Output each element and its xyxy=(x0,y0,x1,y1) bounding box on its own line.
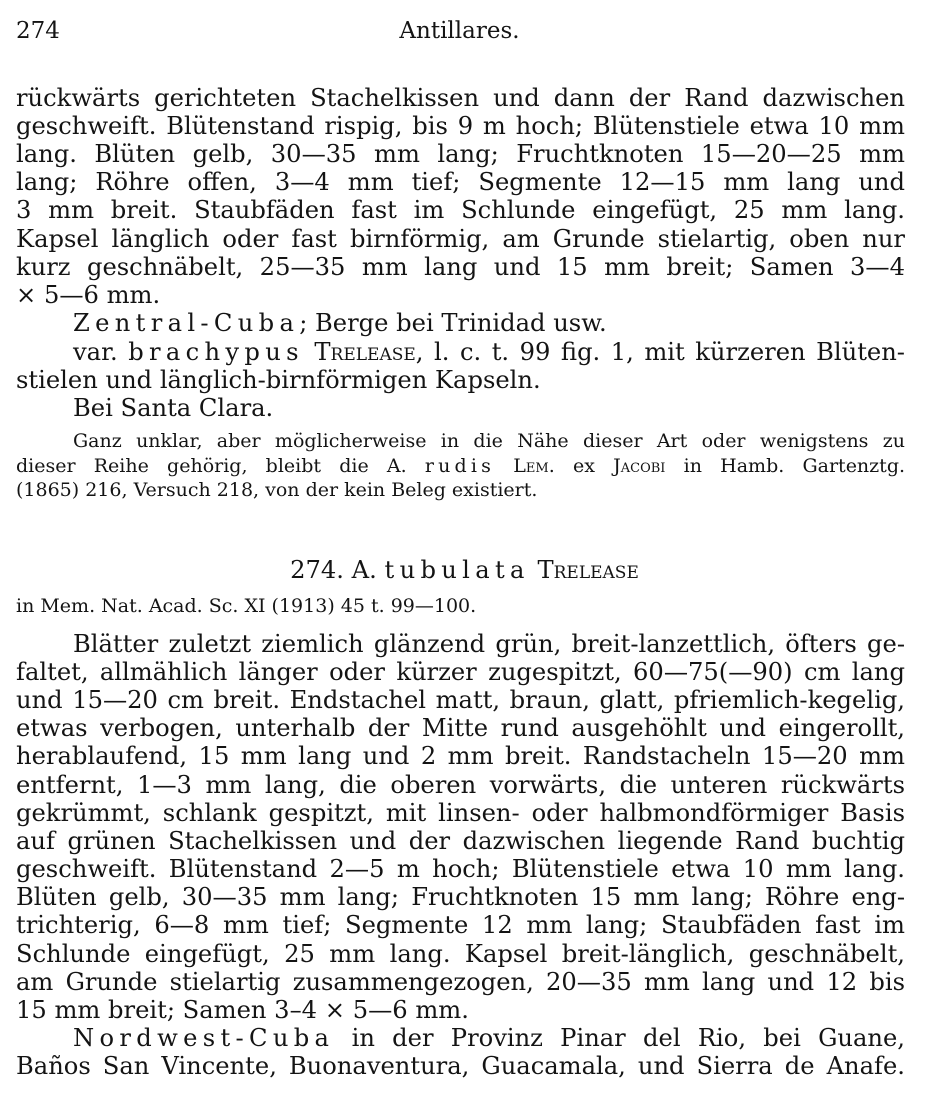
note-text: dieser Reihe gehörig, bleibt die A. xyxy=(16,455,407,477)
text-line: lang; Röhre offen, 3—4 mm tief; Segmente 12—15 mm lang und xyxy=(16,168,905,196)
text-line: faltet, allmählich länger oder kürzer zugespitzt, 60—75(—90) cm lang xyxy=(16,658,905,686)
text-line: entfernt, 1—3 mm lang, die oberen vorwärts, die unteren rückwärts xyxy=(16,771,905,799)
variety-line xyxy=(73,338,905,366)
running-title: Antillares. xyxy=(399,18,520,44)
text-line: rückwärts gerichteten Stachelkissen und dann der Rand dazwischen xyxy=(16,84,905,112)
text-line: Kapsel länglich oder fast birnförmig, am Grunde stielartig, oben nur xyxy=(16,225,905,253)
text-line: etwas verbogen, unterhalb der Mitte rund ausgehöhlt und eingerollt, xyxy=(16,714,905,742)
text-line: geschweift. Blütenstand 2—5 m hoch; Blütenstiele etwa 10 mm lang. xyxy=(16,855,905,883)
note-taxon: rudis xyxy=(424,455,496,477)
text-line: gekrümmt, schlank gespitzt, mit linsen- oder halbmondförmiger Basis xyxy=(16,799,905,827)
locality-text: in der Provinz Pinar del Rio, bei Guane, xyxy=(351,1024,905,1052)
note-text: ex xyxy=(572,455,595,477)
text-line: Schlunde eingefügt, 25 mm lang. Kapsel breit-länglich, geschnäbelt, xyxy=(16,940,905,968)
variety-text: , l. c. t. 99 fig. 1, mit kürzeren Blüten- xyxy=(415,338,905,366)
note-text: in Hamb. Gartenztg. xyxy=(683,455,906,477)
text-line: am Grunde stielartig zusammengezogen, 20—35 mm lang und 12 bis xyxy=(16,968,905,996)
text-line: kurz geschnäbelt, 25—35 mm lang und 15 mm breit; Samen 3—4 xyxy=(16,253,905,281)
note-line xyxy=(16,455,905,477)
locality-text: ; Berge bei Trinidad usw. xyxy=(299,309,607,337)
text-line: Baños San Vincente, Buonaventura, Guacamala, und Sierra de Anafe. xyxy=(16,1052,905,1080)
note-author: Lem. xyxy=(513,455,555,477)
species-heading xyxy=(0,556,929,584)
note-author: Jacobi xyxy=(613,455,666,477)
locality-region: Nordwest-Cuba xyxy=(73,1024,335,1052)
page-number: 274 xyxy=(16,18,60,44)
text-line: Blätter zuletzt ziemlich glänzend grün, breit-lanzettlich, öfters ge- xyxy=(73,630,905,658)
text-line: stielen und länglich-birnförmigen Kapseln. xyxy=(16,366,541,394)
text-line: × 5—6 mm. xyxy=(16,281,161,309)
page-header xyxy=(16,18,903,52)
text-line: geschweift. Blütenstand rispig, bis 9 m hoch; Blütenstiele etwa 10 mm xyxy=(16,112,905,140)
locality-line xyxy=(73,309,905,337)
text-line: und 15—20 cm breit. Endstachel matt, braun, glatt, pfriemlich-kegelig, xyxy=(16,686,905,714)
variety-author: Trelease xyxy=(314,338,416,366)
note-line: Ganz unklar, aber möglicherweise in die Nähe dieser Art oder wenigstens zu xyxy=(73,430,905,452)
variety-prefix: var. xyxy=(73,338,118,366)
variety-name: brachypus xyxy=(128,338,304,366)
locality-region: Zentral-Cuba xyxy=(73,309,300,337)
text-line: trichterig, 6—8 mm tief; Segmente 12 mm lang; Staubfäden fast im xyxy=(16,911,905,939)
species-author: Trelease xyxy=(537,556,639,584)
species-number: 274. A. xyxy=(290,556,377,584)
species-name: tubulata xyxy=(384,556,530,584)
locality-line xyxy=(73,1024,905,1052)
species-citation: in Mem. Nat. Acad. Sc. XI (1913) 45 t. 99—100. xyxy=(16,595,477,617)
text-line: lang. Blüten gelb, 30—35 mm lang; Fruchtknoten 15—20—25 mm xyxy=(16,140,905,168)
variety-locality: Bei Santa Clara. xyxy=(73,394,274,422)
text-line: herablaufend, 15 mm lang und 2 mm breit. Randstacheln 15—20 mm xyxy=(16,742,905,770)
text-line: Blüten gelb, 30—35 mm lang; Fruchtknoten 15 mm lang; Röhre eng- xyxy=(16,883,905,911)
note-line: (1865) 216, Versuch 218, von der kein Beleg existiert. xyxy=(16,479,538,501)
text-line: auf grünen Stachelkissen und der dazwischen liegende Rand buchtig xyxy=(16,827,905,855)
text-line: 15 mm breit; Samen 3–4 × 5—6 mm. xyxy=(16,996,469,1024)
text-line: 3 mm breit. Staubfäden fast im Schlunde eingefügt, 25 mm lang. xyxy=(16,196,905,224)
